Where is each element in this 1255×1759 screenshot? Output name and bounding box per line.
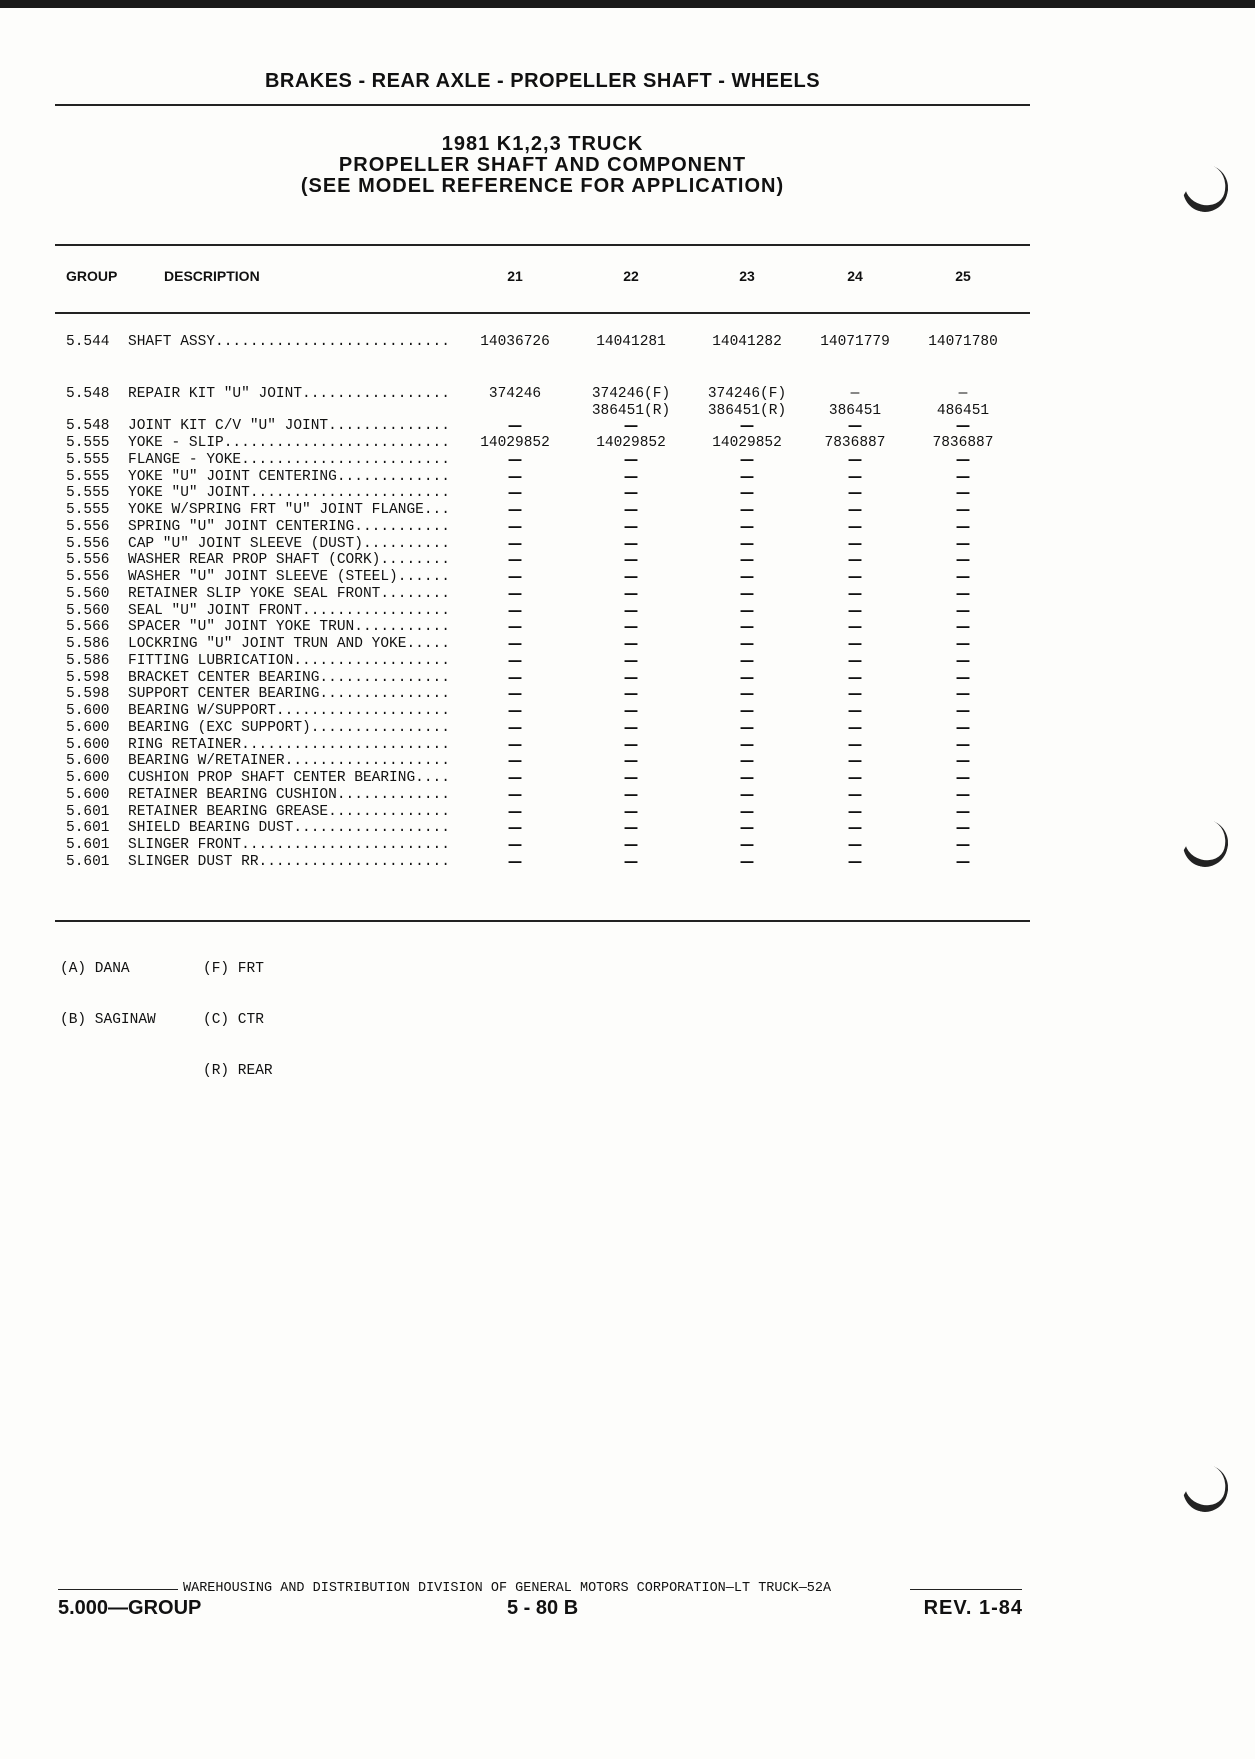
column-header-model-21: 21 — [507, 268, 523, 284]
row-group: 5.600 — [66, 719, 110, 736]
row-value-model-25: — — [955, 468, 971, 485]
row-description: BEARING W/SUPPORT.................... — [128, 703, 450, 719]
row-value-model-22: — — [623, 669, 639, 686]
table-bottom-rule — [55, 920, 1030, 922]
row-value-model-23: — — [739, 451, 755, 468]
punch-hole-mark — [1183, 1465, 1223, 1505]
legend-item: (F) FRT — [203, 961, 264, 977]
row-value-model-22: — — [623, 602, 639, 619]
row-group: 5.600 — [66, 770, 110, 786]
row-value-model-25: — — [955, 736, 971, 753]
row-value-model-25: — — [955, 652, 971, 669]
legend-item: (A) DANA — [60, 961, 130, 977]
row-value-model-24: — — [847, 451, 863, 468]
row-value-model-22: — — [623, 569, 639, 585]
row-value-model-24: — 386451 — [828, 386, 882, 419]
row-value-model-22: — — [623, 451, 639, 468]
row-value-model-25: — — [955, 535, 971, 552]
row-value-model-24: — — [847, 703, 863, 719]
row-group: 5.600 — [66, 736, 110, 753]
row-group: 5.600 — [66, 753, 110, 770]
row-value-model-21: — — [507, 837, 523, 853]
row-description: FLANGE - YOKE........................ — [128, 451, 450, 468]
row-group: 5.555 — [66, 468, 110, 485]
row-group: 5.556 — [66, 518, 110, 535]
row-value-model-25: — — [955, 770, 971, 786]
header-rule — [55, 104, 1030, 106]
row-value-model-25: — — [955, 502, 971, 518]
page-header: BRAKES - REAR AXLE - PROPELLER SHAFT - WHEELS — [264, 70, 821, 92]
column-header-model-25: 25 — [955, 268, 971, 284]
row-value-model-24: — — [847, 770, 863, 786]
row-value-model-23: — — [739, 418, 755, 434]
row-group: 5.555 — [66, 435, 110, 451]
row-description: YOKE "U" JOINT....................... — [128, 485, 450, 502]
row-value-model-21: — — [507, 485, 523, 502]
row-value-model-24: — — [847, 468, 863, 485]
row-value-model-25: 14071780 — [928, 334, 998, 350]
row-description: REPAIR KIT "U" JOINT................. — [128, 386, 450, 402]
table-header-rule — [55, 312, 1030, 314]
row-value-model-25: — — [955, 837, 971, 853]
row-group: 5.598 — [66, 669, 110, 686]
row-value-model-23: — — [739, 786, 755, 803]
row-value-model-22: — — [623, 502, 639, 518]
row-description: WASHER "U" JOINT SLEEVE (STEEL)...... — [128, 569, 450, 585]
row-value-model-23: — — [739, 669, 755, 686]
row-value-model-24: — — [847, 585, 863, 602]
row-value-model-24: — — [847, 636, 863, 652]
row-value-model-25: — — [955, 820, 971, 837]
footer-rule-right — [910, 1589, 1022, 1590]
row-value-model-21: — — [507, 719, 523, 736]
row-value-model-24: — — [847, 837, 863, 853]
row-value-model-21: 374246 — [488, 386, 542, 402]
column-header-model-22: 22 — [623, 268, 639, 284]
row-group: 5.560 — [66, 585, 110, 602]
row-value-model-24: — — [847, 652, 863, 669]
row-value-model-23: — — [739, 770, 755, 786]
row-value-model-23: — — [739, 719, 755, 736]
legend-right — [203, 927, 273, 1097]
row-value-model-22: — — [623, 736, 639, 753]
row-description: BEARING (EXC SUPPORT)................ — [128, 719, 450, 736]
row-group: 5.560 — [66, 602, 110, 619]
row-value-model-23: — — [739, 803, 755, 820]
row-value-model-21: — — [507, 502, 523, 518]
row-value-model-22: — — [623, 535, 639, 552]
row-value-model-23: — — [739, 820, 755, 837]
row-value-model-24: — — [847, 853, 863, 870]
title-line-3: (SEE MODEL REFERENCE FOR APPLICATION) — [300, 175, 785, 197]
row-value-model-21: 14029852 — [480, 435, 550, 451]
row-value-model-25: — — [955, 786, 971, 803]
punch-hole-mark — [1183, 820, 1223, 860]
title-line-1: 1981 K1,2,3 TRUCK — [441, 133, 644, 155]
row-value-model-25: — 486451 — [936, 386, 990, 419]
row-value-model-25: — — [955, 669, 971, 686]
row-value-model-22: — — [623, 853, 639, 870]
row-group: 5.601 — [66, 853, 110, 870]
row-value-model-23: — — [739, 468, 755, 485]
row-value-model-25: — — [955, 451, 971, 468]
row-value-model-23: — — [739, 619, 755, 636]
row-group: 5.598 — [66, 686, 110, 703]
row-value-model-23: — — [739, 518, 755, 535]
row-value-model-23: — — [739, 736, 755, 753]
row-description: SLINGER DUST RR...................... — [128, 853, 450, 870]
row-group: 5.555 — [66, 451, 110, 468]
row-group: 5.566 — [66, 619, 110, 636]
row-description: SLINGER FRONT........................ — [128, 837, 450, 853]
row-value-model-24: — — [847, 686, 863, 703]
row-value-model-22: — — [623, 468, 639, 485]
row-value-model-22: — — [623, 820, 639, 837]
row-value-model-25: — — [955, 703, 971, 719]
row-value-model-21: — — [507, 853, 523, 870]
row-value-model-21: — — [507, 535, 523, 552]
row-value-model-21: — — [507, 652, 523, 669]
row-value-model-24: — — [847, 602, 863, 619]
row-value-model-23: — — [739, 602, 755, 619]
row-value-model-24: — — [847, 719, 863, 736]
table-top-rule — [55, 244, 1030, 246]
row-value-model-24: — — [847, 619, 863, 636]
row-description: WASHER REAR PROP SHAFT (CORK)........ — [128, 552, 450, 569]
row-value-model-23: 14029852 — [712, 435, 782, 451]
row-value-model-23: — — [739, 837, 755, 853]
row-group: 5.600 — [66, 703, 110, 719]
column-header-group: GROUP — [66, 268, 118, 284]
row-value-model-25: 7836887 — [932, 435, 994, 451]
row-value-model-22: — — [623, 837, 639, 853]
row-description: JOINT KIT C/V "U" JOINT.............. — [128, 418, 450, 434]
row-value-model-25: — — [955, 753, 971, 770]
row-value-model-24: — — [847, 418, 863, 434]
row-value-model-24: — — [847, 485, 863, 502]
row-value-model-21: — — [507, 703, 523, 719]
row-value-model-21: 14036726 — [480, 334, 550, 350]
row-value-model-21: — — [507, 636, 523, 652]
row-value-model-25: — — [955, 485, 971, 502]
row-group: 5.586 — [66, 636, 110, 652]
top-border — [0, 0, 1255, 8]
page-title — [55, 134, 1030, 197]
row-value-model-23: — — [739, 853, 755, 870]
row-group: 5.548 — [66, 418, 110, 434]
legend-item: (C) CTR — [203, 1012, 264, 1028]
row-description: YOKE "U" JOINT CENTERING............. — [128, 468, 450, 485]
row-value-model-22: — — [623, 786, 639, 803]
row-value-model-22: — — [623, 753, 639, 770]
footer-rule-left — [58, 1589, 178, 1590]
row-value-model-22: — — [623, 703, 639, 719]
row-value-model-21: — — [507, 451, 523, 468]
punch-hole-mark — [1183, 165, 1223, 205]
title-line-2: PROPELLER SHAFT AND COMPONENT — [338, 154, 747, 176]
row-value-model-23: — — [739, 703, 755, 719]
row-value-model-25: — — [955, 552, 971, 569]
row-value-model-24: 14071779 — [820, 334, 890, 350]
row-group: 5.586 — [66, 652, 110, 669]
row-value-model-21: — — [507, 585, 523, 602]
row-group: 5.556 — [66, 569, 110, 585]
row-value-model-24: — — [847, 803, 863, 820]
legend-left — [60, 927, 156, 1046]
row-value-model-24: — — [847, 502, 863, 518]
legend-item: (B) SAGINAW — [60, 1012, 156, 1028]
row-value-model-24: — — [847, 518, 863, 535]
row-value-model-21: — — [507, 552, 523, 569]
row-value-model-23: — — [739, 652, 755, 669]
row-value-model-22: — — [623, 719, 639, 736]
row-value-model-23: — — [739, 535, 755, 552]
row-value-model-22: — — [623, 636, 639, 652]
row-description: RETAINER BEARING GREASE.............. — [128, 803, 450, 820]
row-description: FITTING LUBRICATION.................. — [128, 652, 450, 669]
row-value-model-24: — — [847, 569, 863, 585]
row-value-model-24: — — [847, 753, 863, 770]
row-value-model-25: — — [955, 602, 971, 619]
row-description: SEAL "U" JOINT FRONT................. — [128, 602, 450, 619]
row-value-model-25: — — [955, 418, 971, 434]
row-description: RING RETAINER........................ — [128, 736, 450, 753]
row-value-model-23: — — [739, 552, 755, 569]
row-value-model-25: — — [955, 585, 971, 602]
row-value-model-22: — — [623, 552, 639, 569]
row-value-model-23: 14041282 — [712, 334, 782, 350]
row-value-model-24: — — [847, 820, 863, 837]
row-value-model-24: — — [847, 669, 863, 686]
row-description: RETAINER SLIP YOKE SEAL FRONT........ — [128, 585, 450, 602]
row-value-model-25: — — [955, 686, 971, 703]
row-value-model-23: — — [739, 753, 755, 770]
row-description: RETAINER BEARING CUSHION............. — [128, 786, 450, 803]
row-group: 5.544 — [66, 334, 110, 350]
row-group: 5.555 — [66, 485, 110, 502]
row-value-model-21: — — [507, 786, 523, 803]
row-value-model-23: — — [739, 569, 755, 585]
row-description: YOKE W/SPRING FRT "U" JOINT FLANGE... — [128, 502, 450, 518]
row-value-model-22: — — [623, 418, 639, 434]
row-value-model-24: — — [847, 535, 863, 552]
row-value-model-22: — — [623, 803, 639, 820]
row-value-model-21: — — [507, 736, 523, 753]
row-description: YOKE - SLIP.......................... — [128, 435, 450, 451]
row-value-model-21: — — [507, 669, 523, 686]
row-value-model-25: — — [955, 569, 971, 585]
row-value-model-22: 374246(F) 386451(R) — [591, 386, 671, 419]
row-value-model-23: — — [739, 502, 755, 518]
row-value-model-25: — — [955, 518, 971, 535]
row-group: 5.600 — [66, 786, 110, 803]
row-value-model-25: — — [955, 636, 971, 652]
row-group: 5.601 — [66, 837, 110, 853]
row-value-model-22: 14029852 — [596, 435, 666, 451]
row-description: BRACKET CENTER BEARING............... — [128, 669, 450, 686]
row-description: BEARING W/RETAINER................... — [128, 753, 450, 770]
row-value-model-23: — — [739, 485, 755, 502]
row-description: CAP "U" JOINT SLEEVE (DUST).......... — [128, 535, 450, 552]
row-group: 5.556 — [66, 552, 110, 569]
row-value-model-23: — — [739, 636, 755, 652]
footer-division: WAREHOUSING AND DISTRIBUTION DIVISION OF GENERAL MOTORS CORPORATION—LT TRUCK—52A — [183, 1581, 832, 1596]
row-value-model-21: — — [507, 619, 523, 636]
row-group: 5.601 — [66, 820, 110, 837]
row-value-model-23: 374246(F) 386451(R) — [707, 386, 787, 419]
row-value-model-22: — — [623, 770, 639, 786]
footer-group: 5.000—GROUP — [58, 1597, 202, 1619]
row-value-model-21: — — [507, 602, 523, 619]
footer-revision: REV. 1-84 — [923, 1597, 1023, 1619]
row-description: LOCKRING "U" JOINT TRUN AND YOKE..... — [128, 636, 450, 652]
row-value-model-22: — — [623, 485, 639, 502]
footer-page-number: 5 - 80 B — [507, 1597, 579, 1619]
row-value-model-23: — — [739, 585, 755, 602]
row-value-model-21: — — [507, 686, 523, 703]
row-description: SUPPORT CENTER BEARING............... — [128, 686, 450, 703]
row-description: SHIELD BEARING DUST.................. — [128, 820, 450, 837]
row-value-model-21: — — [507, 753, 523, 770]
row-value-model-22: — — [623, 518, 639, 535]
row-value-model-25: — — [955, 719, 971, 736]
row-value-model-22: — — [623, 619, 639, 636]
row-description: SPACER "U" JOINT YOKE TRUN........... — [128, 619, 450, 636]
row-value-model-25: — — [955, 619, 971, 636]
row-value-model-22: — — [623, 585, 639, 602]
row-value-model-22: — — [623, 686, 639, 703]
column-header-model-24: 24 — [847, 268, 863, 284]
row-value-model-24: 7836887 — [824, 435, 886, 451]
row-group: 5.555 — [66, 502, 110, 518]
row-value-model-25: — — [955, 853, 971, 870]
row-value-model-21: — — [507, 770, 523, 786]
row-value-model-21: — — [507, 418, 523, 434]
row-value-model-22: — — [623, 652, 639, 669]
row-description: SHAFT ASSY........................... — [128, 334, 450, 350]
row-value-model-21: — — [507, 468, 523, 485]
row-value-model-23: — — [739, 686, 755, 703]
row-value-model-21: — — [507, 803, 523, 820]
row-description: SPRING "U" JOINT CENTERING........... — [128, 518, 450, 535]
row-value-model-24: — — [847, 786, 863, 803]
row-value-model-22: 14041281 — [596, 334, 666, 350]
row-value-model-25: — — [955, 803, 971, 820]
row-value-model-24: — — [847, 736, 863, 753]
row-value-model-21: — — [507, 820, 523, 837]
column-header-model-23: 23 — [739, 268, 755, 284]
column-header-description: DESCRIPTION — [164, 268, 260, 284]
row-group: 5.556 — [66, 535, 110, 552]
legend-item: (R) REAR — [203, 1063, 273, 1079]
row-value-model-21: — — [507, 569, 523, 585]
row-description: CUSHION PROP SHAFT CENTER BEARING.... — [128, 770, 450, 786]
row-value-model-21: — — [507, 518, 523, 535]
row-value-model-24: — — [847, 552, 863, 569]
row-group: 5.601 — [66, 803, 110, 820]
row-group: 5.548 — [66, 386, 110, 402]
